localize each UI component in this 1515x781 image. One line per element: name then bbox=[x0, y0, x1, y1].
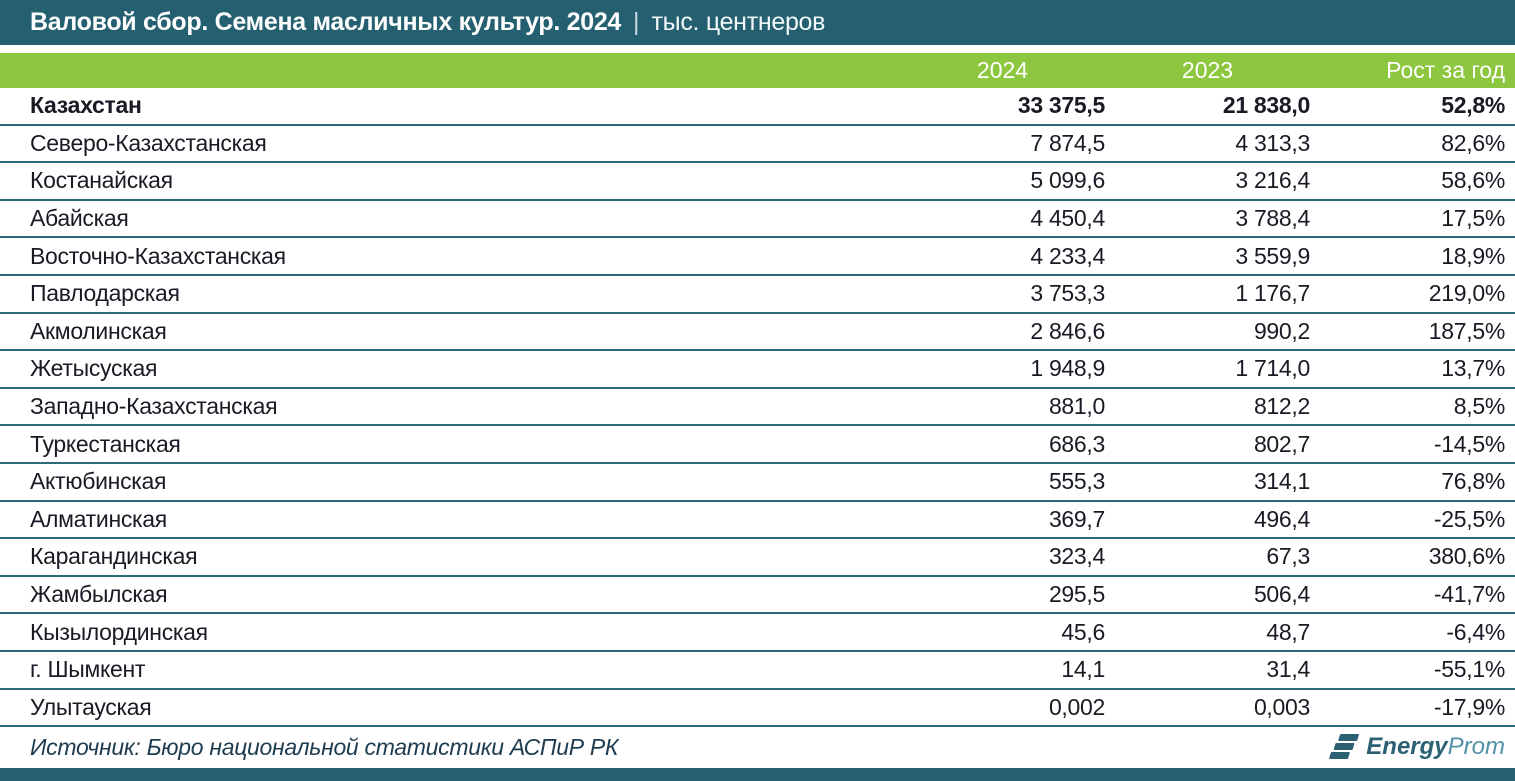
header-2024: 2024 bbox=[976, 57, 1029, 83]
value-2023: 990,2 bbox=[1253, 317, 1310, 344]
growth-value: 187,5% bbox=[1428, 317, 1505, 344]
table-row bbox=[0, 614, 1515, 652]
value-2023: 3 788,4 bbox=[1235, 205, 1310, 232]
growth-value: 13,7% bbox=[1441, 355, 1505, 382]
region-name: Кызылординская bbox=[30, 618, 208, 645]
region-name: Жетысуская bbox=[30, 355, 158, 382]
table-row bbox=[0, 464, 1515, 502]
growth-value: -17,9% bbox=[1433, 693, 1505, 720]
region-name: Жамбылская bbox=[30, 581, 168, 608]
bottom-accent-bar bbox=[0, 768, 1515, 781]
value-2024: 3 753,3 bbox=[1030, 280, 1105, 307]
table-row bbox=[0, 690, 1515, 728]
source-note: Источник: Бюро национальной статистики АСПиР РК bbox=[30, 733, 619, 760]
growth-value: 52,8% bbox=[1441, 92, 1505, 119]
table-row bbox=[0, 577, 1515, 615]
title-bar bbox=[0, 0, 1515, 45]
value-2023: 802,7 bbox=[1253, 430, 1310, 457]
table-body bbox=[0, 88, 1515, 727]
value-2024: 555,3 bbox=[1048, 468, 1105, 495]
table-row bbox=[0, 88, 1515, 126]
table-row bbox=[0, 126, 1515, 164]
table-row bbox=[0, 163, 1515, 201]
table-row bbox=[0, 652, 1515, 690]
growth-value: 18,9% bbox=[1441, 242, 1505, 269]
region-name: г. Шымкент bbox=[30, 656, 146, 683]
region-name: Казахстан bbox=[30, 92, 142, 119]
value-2023: 0,003 bbox=[1253, 693, 1310, 720]
value-2024: 4 450,4 bbox=[1030, 205, 1105, 232]
region-name: Северо-Казахстанская bbox=[30, 129, 267, 156]
value-2023: 3 216,4 bbox=[1235, 167, 1310, 194]
region-name: Алматинская bbox=[30, 505, 167, 532]
region-name: Западно-Казахстанская bbox=[30, 393, 278, 420]
logo-text-energy: Energy bbox=[1366, 733, 1448, 761]
value-2023: 496,4 bbox=[1253, 505, 1310, 532]
growth-value: -41,7% bbox=[1433, 581, 1505, 608]
value-2024: 7 874,5 bbox=[1030, 129, 1105, 156]
energyprom-logo-icon bbox=[1329, 731, 1359, 763]
value-2024: 295,5 bbox=[1048, 581, 1105, 608]
growth-value: -14,5% bbox=[1433, 430, 1505, 457]
footer bbox=[0, 727, 1515, 767]
value-2023: 314,1 bbox=[1253, 468, 1310, 495]
header-2023: 2023 bbox=[1181, 57, 1234, 83]
region-name: Актюбинская bbox=[30, 468, 167, 495]
table-row bbox=[0, 351, 1515, 389]
logo-text-prom: Prom bbox=[1447, 733, 1505, 761]
value-2024: 1 948,9 bbox=[1030, 355, 1105, 382]
region-name: Туркестанская bbox=[30, 430, 181, 457]
table-row bbox=[0, 314, 1515, 352]
title-gap bbox=[0, 45, 1515, 53]
growth-value: 219,0% bbox=[1428, 280, 1505, 307]
energyprom-logo bbox=[1329, 731, 1505, 763]
region-name: Костанайская bbox=[30, 167, 173, 194]
title-separator: | bbox=[633, 8, 640, 36]
growth-value: -25,5% bbox=[1433, 505, 1505, 532]
region-name: Павлодарская bbox=[30, 280, 180, 307]
value-2023: 31,4 bbox=[1266, 656, 1310, 683]
value-2023: 3 559,9 bbox=[1235, 242, 1310, 269]
value-2023: 4 313,3 bbox=[1235, 129, 1310, 156]
header-growth: Рост за год bbox=[1386, 57, 1505, 83]
region-name: Восточно-Казахстанская bbox=[30, 242, 286, 269]
growth-value: 17,5% bbox=[1441, 205, 1505, 232]
value-2023: 812,2 bbox=[1253, 393, 1310, 420]
value-2023: 48,7 bbox=[1266, 618, 1310, 645]
value-2023: 1 176,7 bbox=[1235, 280, 1310, 307]
region-name: Акмолинская bbox=[30, 317, 167, 344]
value-2023: 67,3 bbox=[1266, 543, 1310, 570]
table-row bbox=[0, 502, 1515, 540]
table-header-row bbox=[0, 53, 1515, 88]
title-unit: тыс. центнеров bbox=[651, 8, 826, 36]
value-2024: 0,002 bbox=[1048, 693, 1105, 720]
page-title: Валовой сбор. Семена масличных культур. 2024 bbox=[30, 8, 622, 36]
value-2024: 4 233,4 bbox=[1030, 242, 1105, 269]
region-name: Абайская bbox=[30, 205, 129, 232]
value-2024: 45,6 bbox=[1061, 618, 1105, 645]
table-row bbox=[0, 276, 1515, 314]
table-row bbox=[0, 201, 1515, 239]
region-name: Карагандинская bbox=[30, 543, 198, 570]
growth-value: 380,6% bbox=[1428, 543, 1505, 570]
value-2024: 686,3 bbox=[1048, 430, 1105, 457]
table-row bbox=[0, 426, 1515, 464]
value-2024: 14,1 bbox=[1061, 656, 1105, 683]
growth-value: 58,6% bbox=[1441, 167, 1505, 194]
value-2023: 1 714,0 bbox=[1235, 355, 1310, 382]
value-2024: 323,4 bbox=[1048, 543, 1105, 570]
value-2024: 369,7 bbox=[1048, 505, 1105, 532]
value-2024: 33 375,5 bbox=[1017, 92, 1105, 119]
table-row bbox=[0, 539, 1515, 577]
table-row bbox=[0, 238, 1515, 276]
growth-value: -6,4% bbox=[1446, 618, 1505, 645]
value-2024: 881,0 bbox=[1048, 393, 1105, 420]
value-2024: 5 099,6 bbox=[1030, 167, 1105, 194]
region-name: Улытауская bbox=[30, 693, 152, 720]
value-2023: 21 838,0 bbox=[1222, 92, 1310, 119]
energyprom-logo-text bbox=[1366, 733, 1505, 761]
table-row bbox=[0, 389, 1515, 427]
growth-value: -55,1% bbox=[1433, 656, 1505, 683]
growth-value: 82,6% bbox=[1441, 129, 1505, 156]
value-2023: 506,4 bbox=[1253, 581, 1310, 608]
growth-value: 8,5% bbox=[1453, 393, 1505, 420]
value-2024: 2 846,6 bbox=[1030, 317, 1105, 344]
growth-value: 76,8% bbox=[1441, 468, 1505, 495]
